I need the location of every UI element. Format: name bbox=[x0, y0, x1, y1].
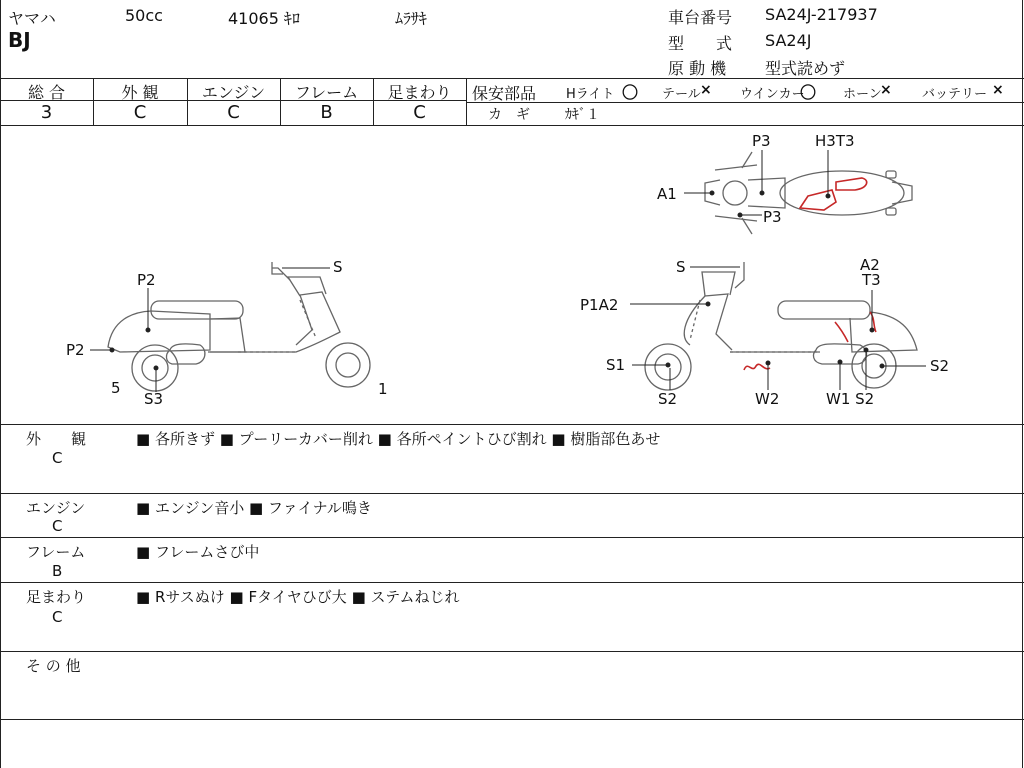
safety-item-mark: × bbox=[992, 82, 1004, 98]
grade-engine-label: エンジン bbox=[201, 83, 266, 102]
scooter-top-view-icon bbox=[705, 152, 912, 234]
label-left-1: 1 bbox=[378, 380, 388, 398]
grade-exterior-value: C bbox=[133, 102, 147, 123]
divider bbox=[466, 78, 467, 125]
leader-lines bbox=[90, 150, 926, 392]
grade-suspension-label: 足まわり bbox=[387, 83, 452, 102]
detail-engine-text: ■ エンジン音小 ■ ファイナル鳴き bbox=[136, 499, 372, 517]
engine-model-label: 原 動 機 bbox=[668, 59, 727, 78]
grade-engine-value: C bbox=[227, 102, 240, 123]
divider bbox=[0, 424, 1024, 425]
safety-item-label: ウインカー bbox=[740, 87, 805, 102]
grade-frame-label: フレーム bbox=[294, 83, 359, 102]
border-right bbox=[1022, 0, 1023, 768]
safety-item-label: ホーン bbox=[843, 87, 882, 102]
label-right-w1s2: W1 S2 bbox=[826, 390, 875, 408]
divider bbox=[0, 719, 1024, 720]
detail-frame-grade: B bbox=[52, 562, 63, 580]
label-top-p3: P3 bbox=[752, 132, 771, 150]
detail-suspension-label: 足まわり bbox=[26, 588, 87, 606]
label-left-5: 5 bbox=[111, 379, 121, 397]
safety-item-label: テール bbox=[662, 87, 701, 102]
frame-no-value: SA24J-217937 bbox=[765, 5, 878, 24]
detail-frame-label: フレーム bbox=[26, 543, 86, 561]
maker: ヤマハ bbox=[8, 9, 56, 28]
detail-exterior-label: 外 観 bbox=[26, 430, 87, 448]
detail-engine-grade: C bbox=[52, 517, 63, 535]
grade-suspension-value: C bbox=[413, 102, 426, 123]
safety-item-mark: × bbox=[700, 82, 712, 98]
model-name: BJ bbox=[8, 28, 31, 52]
key-value: ｶｷﾞ１ bbox=[565, 107, 600, 123]
detail-other-label: そ の 他 bbox=[26, 657, 81, 675]
label-top-h3t3: H3T3 bbox=[815, 132, 855, 150]
label-right-a2: A2 bbox=[860, 256, 880, 274]
label-right-w2: W2 bbox=[755, 390, 780, 408]
detail-frame-text: ■ フレームさび中 bbox=[136, 543, 260, 561]
detail-suspension-grade: C bbox=[52, 608, 63, 626]
divider bbox=[466, 102, 1024, 103]
detail-exterior-grade: C bbox=[52, 449, 63, 467]
divider bbox=[0, 537, 1024, 538]
label-right-s1: S1 bbox=[606, 356, 626, 374]
safety-item-mark: 〇 bbox=[622, 83, 639, 102]
type-label: 型 式 bbox=[668, 34, 733, 53]
safety-item-label: バッテリー bbox=[922, 87, 988, 102]
grade-exterior-label: 外 観 bbox=[121, 83, 159, 102]
grade-overall-value: 3 bbox=[40, 102, 53, 123]
color: ﾑﾗｻｷ bbox=[395, 9, 428, 28]
detail-engine-label: エンジン bbox=[26, 499, 86, 517]
label-left-p2-top: P2 bbox=[137, 271, 156, 289]
safety-item-mark: × bbox=[880, 82, 892, 98]
label-left-s: S bbox=[333, 258, 343, 276]
divider bbox=[0, 78, 1024, 79]
key-label: カ ギ bbox=[488, 107, 530, 123]
safety-item-label: Hライト bbox=[566, 87, 615, 102]
safety-title: 保安部品 bbox=[472, 84, 537, 103]
detail-suspension-text: ■ Rサスぬけ ■ Fタイヤひび大 ■ ステムねじれ bbox=[136, 588, 460, 606]
engine-model-value: 型式読めず bbox=[765, 59, 846, 78]
label-left-p2-front: P2 bbox=[66, 341, 85, 359]
safety-item-mark: 〇 bbox=[800, 83, 817, 102]
type-value: SA24J bbox=[765, 31, 812, 50]
label-top-a1: A1 bbox=[657, 185, 677, 203]
mileage: 41065 ｷﾛ bbox=[228, 9, 300, 28]
frame-no-label: 車台番号 bbox=[668, 8, 733, 27]
divider bbox=[0, 582, 1024, 583]
divider bbox=[0, 493, 1024, 494]
displacement: 50cc bbox=[125, 6, 163, 25]
label-right-s: S bbox=[676, 258, 686, 276]
label-top-p3b: P3 bbox=[763, 208, 782, 226]
detail-exterior-text: ■ 各所きず ■ プーリーカバー削れ ■ 各所ペイントひび割れ ■ 樹脂部色あせ bbox=[136, 430, 661, 448]
label-right-t3: T3 bbox=[862, 271, 881, 289]
label-right-p1a2: P1A2 bbox=[580, 296, 619, 314]
label-right-s2-front: S2 bbox=[658, 390, 678, 408]
divider bbox=[0, 651, 1024, 652]
grade-frame-value: B bbox=[320, 102, 333, 123]
label-right-s2-rear: S2 bbox=[930, 357, 950, 375]
grade-overall-label: 総 合 bbox=[27, 83, 66, 102]
label-left-s3: S3 bbox=[144, 390, 164, 408]
